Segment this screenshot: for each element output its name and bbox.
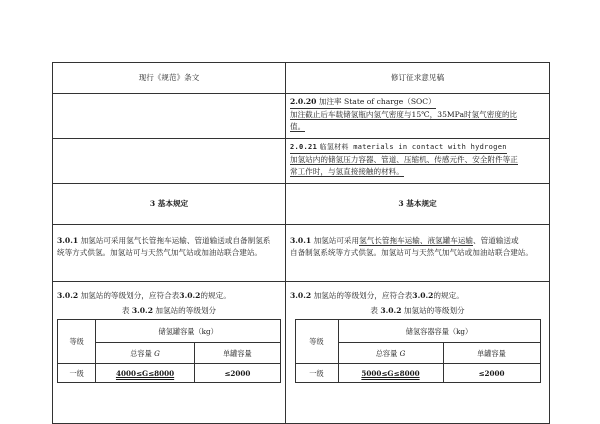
clause-number: 3.0.2 bbox=[290, 291, 312, 300]
clause-text-cont: 自备制氢系统等方式供氢。加氢站可与天然气加气站或加油站联合建站。 bbox=[290, 248, 533, 257]
definition-body-cont: 常工作时，与氢直接接触的材料。 bbox=[290, 167, 404, 176]
clause-3-0-1-current bbox=[53, 225, 286, 282]
col-total: 总容量 G bbox=[338, 343, 443, 364]
clause-text: 加氢站的等级划分，应符合表 bbox=[313, 291, 413, 300]
table-caption: 表 3.0.2 加氢站的等级划分 bbox=[121, 306, 217, 315]
grade-table-current bbox=[57, 319, 281, 383]
grade-table-revised bbox=[295, 319, 541, 383]
group-header: 储氢容器容量（kg） bbox=[338, 320, 540, 343]
table-ref: 3.0.2 bbox=[412, 291, 434, 300]
clause-number: 3.0.2 bbox=[57, 291, 79, 300]
clause-3-0-2-current bbox=[53, 282, 286, 424]
col-level: 等级 bbox=[295, 320, 338, 364]
clause-number: 2.0.20 bbox=[290, 97, 317, 106]
table-caption: 表 3.0.2 加氢站的等级划分 bbox=[370, 306, 465, 315]
comparison-table bbox=[52, 62, 550, 424]
definition-title: 临氢材料 materials in contact with hydrogen bbox=[319, 143, 507, 151]
row-single: ≤2000 bbox=[194, 364, 280, 383]
clause-3-0-1-revised bbox=[286, 225, 550, 282]
row-total: 4000≤G≤8000 bbox=[96, 364, 194, 383]
definition-body: 加氢站内的储氢压力容器、管道、压缩机、传感元件、安全附件等正 bbox=[290, 155, 518, 164]
section-title-right: 3 基本规定 bbox=[286, 184, 550, 225]
empty-cell bbox=[53, 94, 286, 139]
definition-title: 加注率 State of charge（SOC） bbox=[318, 97, 436, 106]
clause-3-0-2-revised bbox=[286, 282, 550, 424]
clause-text: 加氢站可采用氢气长管拖车运输、管道输送或自备制氢系 bbox=[80, 236, 271, 245]
row-level: 一级 bbox=[295, 364, 338, 383]
col-single: 单罐容量 bbox=[194, 343, 280, 364]
row-total: 5000≤G≤8000 bbox=[338, 364, 443, 383]
table-header-row bbox=[53, 63, 550, 94]
clause-number: 3.0.1 bbox=[290, 236, 312, 245]
clause-text-cont: 统等方式供氢。加氢站可与天然气加气站或加油站联合建站。 bbox=[57, 248, 263, 257]
table-row bbox=[53, 282, 550, 424]
clause-number: 2.0.21 bbox=[290, 143, 318, 151]
table-row bbox=[53, 225, 550, 282]
clause-number: 3.0.1 bbox=[57, 236, 79, 245]
row-level: 一级 bbox=[58, 364, 96, 383]
header-current-clause: 现行《规范》条文 bbox=[53, 63, 286, 94]
section-row bbox=[53, 184, 550, 225]
definition-body: 加注截止后车载储氢瓶内氢气密度与15℃，35MPa时氢气密度的比 bbox=[290, 110, 518, 119]
col-level: 等级 bbox=[58, 320, 96, 364]
section-title-left: 3 基本规定 bbox=[53, 184, 286, 225]
empty-cell bbox=[53, 139, 286, 184]
clause-text-end: 的规定。 bbox=[200, 291, 231, 300]
header-revision-draft: 修订征求意见稿 bbox=[286, 63, 550, 94]
definition-2-0-20 bbox=[286, 94, 550, 139]
clause-text: 加氢站可采用 bbox=[313, 236, 360, 245]
col-single: 单罐容量 bbox=[443, 343, 540, 364]
table-row bbox=[53, 94, 550, 139]
clause-text-revised: 氢气长管拖车运输、液氢罐车运输 bbox=[359, 236, 474, 245]
clause-text-tail: 、管道输送或 bbox=[473, 236, 519, 245]
row-single: ≤2000 bbox=[443, 364, 540, 383]
table-ref: 3.0.2 bbox=[179, 291, 201, 300]
definition-body-cont: 值。 bbox=[290, 122, 306, 131]
clause-text-end: 的规定。 bbox=[433, 291, 464, 300]
definition-2-0-21 bbox=[286, 139, 550, 184]
col-total: 总容量 G bbox=[96, 343, 194, 364]
group-header: 储氢罐容量（kg） bbox=[96, 320, 281, 343]
table-row bbox=[53, 139, 550, 184]
clause-text: 加氢站的等级划分，应符合表 bbox=[80, 291, 180, 300]
